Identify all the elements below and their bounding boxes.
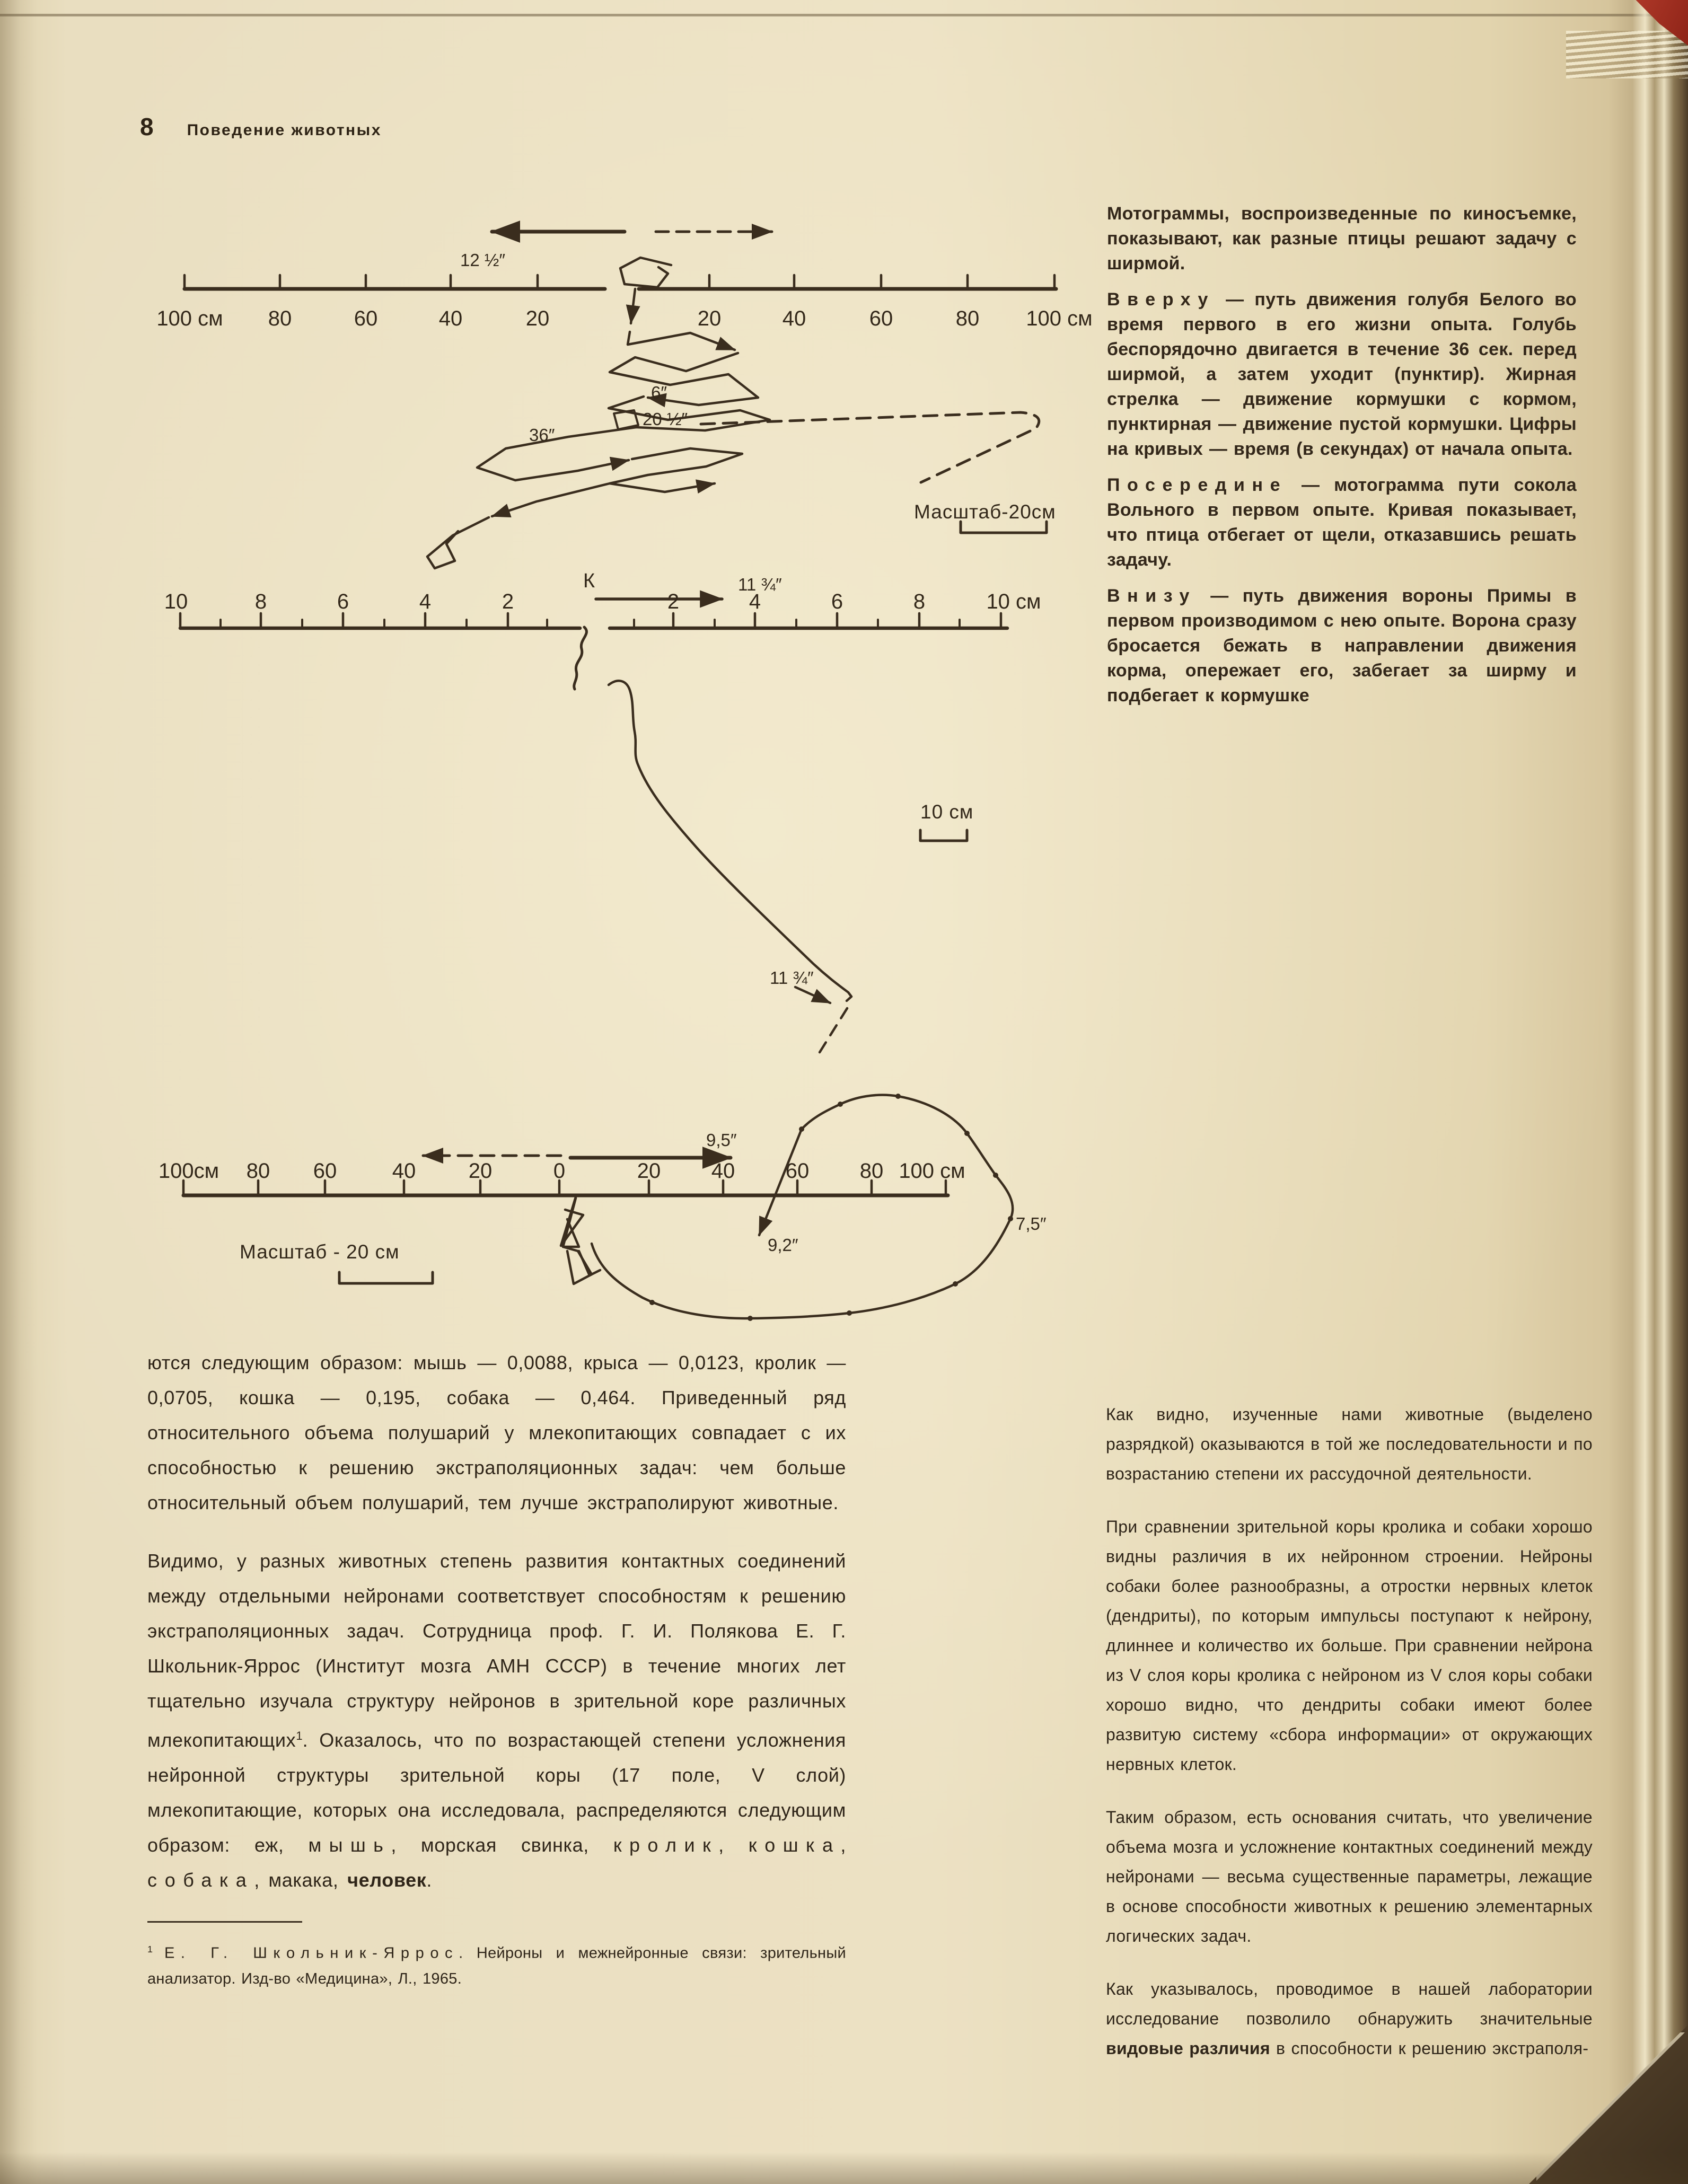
ruler-bottom-ticks [183,1181,946,1195]
right-paragraph-4: Как указывалось, проводимое в нашей лаборатории исследование позволило обнаружить значительные видовые различия в способности к решению экстраполя- [1106,1979,1593,2058]
ruler-middle-label: 8 [913,590,926,613]
ruler-bottom-label: 20 [637,1159,661,1183]
page-number: 8 [140,113,154,140]
ruler-middle-label: 8 [254,590,267,613]
feeder-arrow-time-label: 9,5″ [706,1130,737,1150]
falcon-path [609,681,851,1001]
ruler-middle-label: 2 [667,590,680,613]
caption-paragraph-top: Вверху — путь движения голубя Белого во время первого в его жизни опыта. Голубь беспорядочно двигается в течение 36 сек. перед ширмой, а затем уходит (пунктир). Жирная стрелка — движение кормушки с кормом, пунктирная — движение пустой кормушки. Цифры на кривых — время (в секундах) от начала опыта. [1107,289,1577,459]
footnote-text: $^1$ Е. Г. Школьник-Яррос. Нейроны и межнейронные связи: зрительный анализатор. Изд-во «Медицина», Л., 1965. [147,1944,846,1987]
time-label-6s: 6″ [651,383,667,402]
ruler-top-label: 20 [697,307,722,330]
feeder-arrow-time-label: 12 ½″ [460,250,506,270]
ruler-top-label: 80 [955,307,980,330]
motogram-bottom-crow [159,1094,1047,1321]
ruler-middle-label: 4 [419,590,432,613]
ruler-middle-break-squiggle [574,627,587,689]
motogram-middle-falcon [164,570,1041,1059]
left-paragraph-1: ются следующим образом: мышь — 0,0088, крыса — 0,0123, кролик — 0,0705, кошка — 0,195, собака — 0,464. Приведенный ряд относительного объема полушарий у млекопитающих совпадает с их способностью к решению экстраполяционных задач: чем больше относительный объем полушарий, тем лучше экстраполируют животные. [147,1352,846,1513]
scale-bar-middle [920,830,967,841]
caption-paragraph-intro: Мотограммы, воспроизведенные по киносъемке, показывают, как разные птицы решают задачу с ширмой. [1107,204,1577,274]
scale-label-bottom: Масштаб - 20 см [240,1241,400,1263]
time-label-9-2s: 9,2″ [768,1235,798,1255]
ruler-top-ticks [184,275,1054,289]
empty-feeder-return-dashed [701,412,1039,482]
ruler-middle-label: 2 [502,590,514,613]
ruler-top-label: 40 [438,307,463,330]
ruler-bottom-label: 0 [553,1159,566,1183]
crow-path-time-dots [649,1094,1013,1321]
feeder-mark-K: К [583,570,595,592]
time-label-20-5s: 20 ½″ [643,409,688,429]
scale-bar-bottom [339,1272,433,1283]
ruler-top-label: 60 [354,307,378,330]
motogram-top-pigeon [156,232,1092,568]
body-column-right [1106,1399,1593,2086]
ruler-top-label: 60 [869,307,893,330]
ruler-bottom-label: 80 [246,1159,270,1183]
pigeon-path [427,258,770,568]
ruler-bottom-label: 20 [468,1159,493,1183]
ruler-top-label: 100 см [156,307,223,330]
ruler-bottom-label: 40 [711,1159,735,1183]
ruler-bottom-label: 60 [313,1159,337,1183]
figure-caption [1107,201,1577,719]
left-paragraph-2: Видимо, у разных животных степень развития контактных соединений между отдельными нейронами соответствует способностям к решению экстраполяционных задач. Сотрудница проф. Г. И. Полякова Е. Г. Школьник-Яррос (Институт мозга АМН СССР) в течение многих лет тщательно изучала структуру нейронов в зрительной коре различных млекопитающих$^1$. Оказалось, что по возрастающей степени усложнения нейронной структуры зрительной коры (17 поле, V слой) млекопитающие, которых она исследовала, распределяются следующим образом: еж, мышь, морская свинка, кролик, кошка, собака, макака, человек. [147,1550,846,1891]
falcon-end-time-label: 11 ¾″ [770,968,814,988]
ruler-middle-label: 10 [164,590,188,613]
ruler-bottom-label: 100 см [899,1159,965,1183]
ruler-top-label: 20 [525,307,550,330]
ruler-middle-label: 4 [749,590,761,613]
scale-label-top: Масштаб-20см [914,501,1056,523]
caption-paragraph-bottom: Внизу — путь движения вороны Примы в первом производимом с нею опыте. Ворона сразу бросается бежать в направлении движения корма, опережает его, забегает за ширму и подбегает к кормушке [1107,586,1577,706]
ruler-top-label: 100 см [1026,307,1093,330]
ruler-top-label: 40 [782,307,806,330]
ruler-bottom-label: 60 [785,1159,810,1183]
right-paragraph-2: При сравнении зрительной коры кролика и собаки хорошо видны различия в их нейронном строении. Нейроны собаки более разнообразны, а отростки нервных клеток (дендриты), по которым импульсы поступают к нейрону, длиннее и количество их больше. При сравнении нейрона из V слоя коры кролика с нейроном из V слоя коры собаки хорошо видно, что дендриты собаки имеют более развитую систему «сбора информации» от окружающих нервных клеток. [1106,1517,1593,1774]
caption-paragraph-middle: Посередине — мотограмма пути сокола Вольного в первом опыте. Кривая показывает, что птица отбегает от щели, отказавшись решать задачу. [1107,475,1577,570]
ruler-bottom-label: 100см [158,1159,219,1183]
scale-label-middle: 10 см [920,801,974,823]
time-label-36s: 36″ [529,425,555,445]
falcon-path-dashed-continuation [815,1008,847,1059]
right-paragraph-1: Как видно, изученные нами животные (выделено разрядкой) оказываются в той же последовательности и по возрастанию степени их рассудочной деятельности. [1106,1405,1593,1483]
ruler-top-label: 80 [268,307,292,330]
running-title: Поведение животных [187,121,382,139]
ruler-bottom-label: 80 [859,1159,884,1183]
footnote-separator [147,1921,302,1923]
body-column-left [147,1345,846,1992]
ruler-bottom-label: 40 [392,1159,416,1183]
falcon-end-pointer [795,987,830,1003]
crow-start-scribble [561,1197,600,1284]
ruler-middle-label: 10 см [986,590,1041,613]
time-label-7-5s: 7,5″ [1016,1214,1047,1234]
ruler-middle-label: 6 [337,590,349,613]
scale-bar-top [961,522,1047,533]
right-paragraph-3: Таким образом, есть основания считать, что увеличение объема мозга и усложнение контактных соединений между нейронами — весьма существенные параметры, лежащие в основе способности животных к решению элементарных логических задач. [1106,1808,1593,1945]
ruler-middle-label: 6 [831,590,843,613]
feeder-arrow-time-label: 11 ¾″ [738,575,782,594]
